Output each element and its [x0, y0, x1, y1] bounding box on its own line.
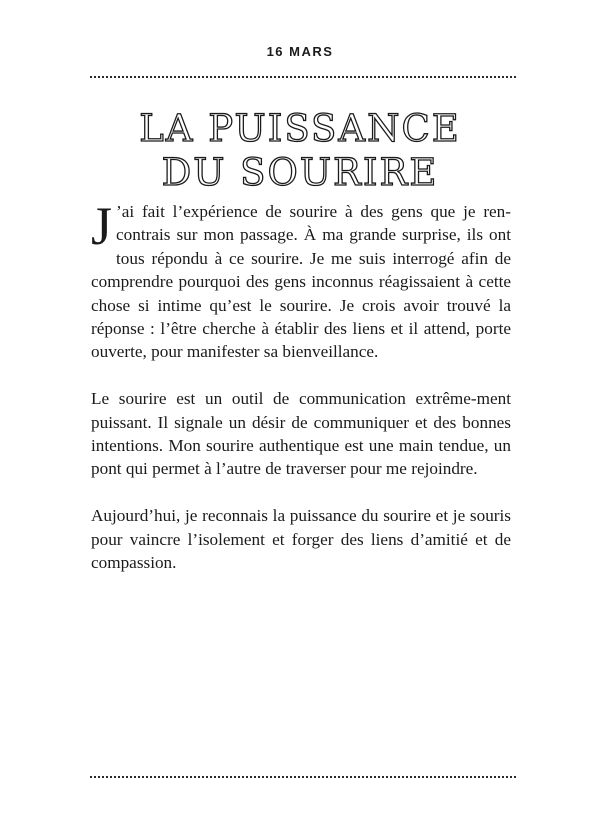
paragraph-2: Le sourire est un outil de communication extrême-ment puissant. Il signale un désir de communiquer et des bonnes intentions. Mon sourire authentique est une main tendue, un pont qui permet à l’autre de traverser pour me rejoindre. [91, 389, 511, 479]
bottom-dotted-divider [90, 776, 516, 778]
paragraph-3: Aujourd’hui, je reconnais la puissance du sourire et je souris pour vaincre l’isolement et forger des liens d’amitié et de compassion. [91, 506, 511, 573]
top-dotted-divider [90, 76, 516, 78]
paragraph-1 [91, 196, 511, 364]
drop-cap: J [91, 196, 113, 256]
paragraph-1-text: ’ai fait l’expérience de sourire à des gens que je ren-contrais sur mon passage. À ma grande surprise, ils ont tous répondu à ce sourire. Je me suis interrogé afin de comprendre pourquoi des gens inconnus réagissaient à cette chose si intime qu’est le sourire. Je crois avoir trouvé la réponse : l’être cherche à établir des liens et il attend, porte ouverte, pour manifester sa bienveillance. [91, 202, 511, 362]
title-line-1: LA PUISSANCE [139, 107, 461, 150]
title-line-2: DU SOURIRE [161, 151, 439, 194]
body-text [91, 196, 511, 598]
page-date: 16 MARS [266, 44, 334, 59]
page-title [0, 107, 600, 195]
